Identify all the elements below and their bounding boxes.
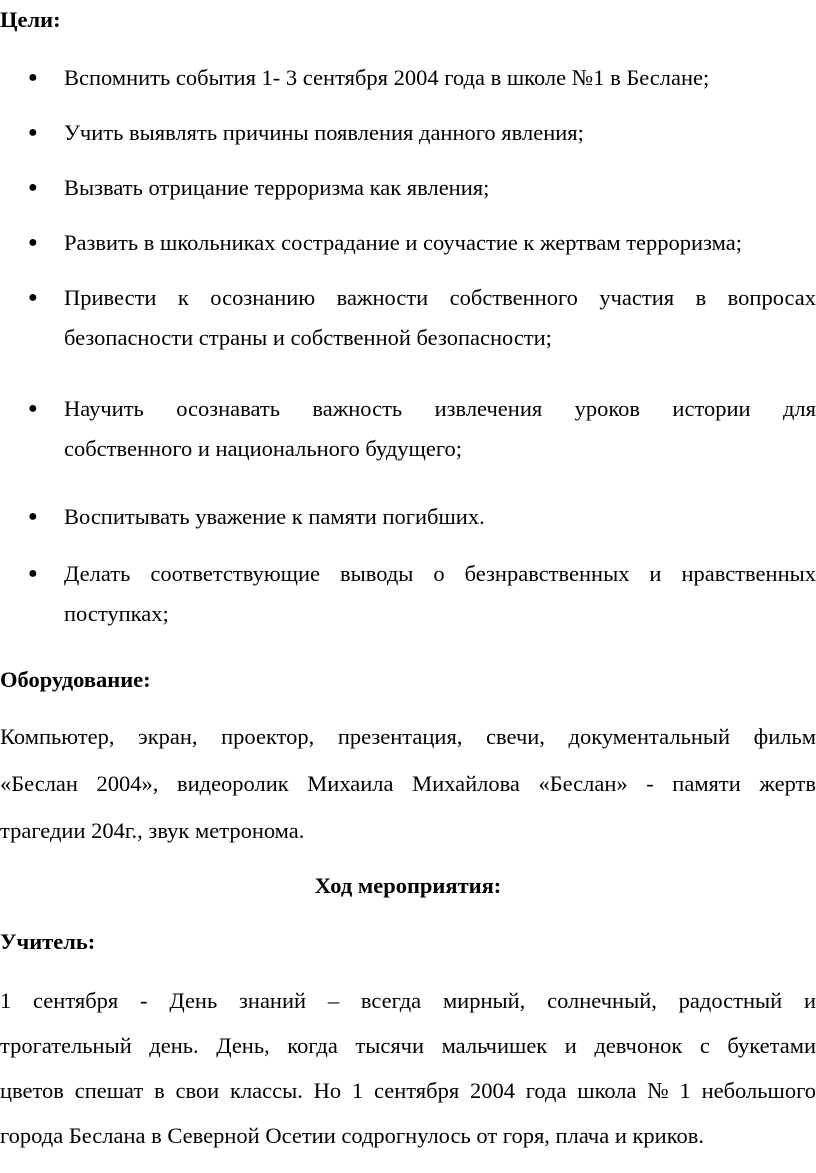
equipment-line: трагедии 204г., звук метронома. bbox=[0, 818, 305, 843]
goal-item-line: собственного и национального будущего; bbox=[64, 436, 463, 461]
goal-item-line: Привести к осознанию важности собственного участия в вопросах bbox=[64, 285, 816, 310]
goal-item-line: Развить в школьниках сострадание и соучастие к жертвам терроризма; bbox=[64, 230, 742, 255]
teacher-paragraph bbox=[0, 981, 816, 1156]
goals-heading: Цели: bbox=[0, 7, 61, 32]
event-heading: Ход мероприятия: bbox=[314, 873, 502, 898]
teacher-line: 1 сентября - День знаний – всегда мирный, солнечный, радостный и bbox=[0, 988, 816, 1013]
equipment-paragraph bbox=[0, 717, 816, 851]
teacher-heading: Учитель: bbox=[0, 929, 96, 954]
equipment-line: Компьютер, экран, проектор, презентация, свечи, документальный фильм bbox=[0, 724, 816, 749]
goal-item-line: поступках; bbox=[64, 601, 169, 626]
teacher-line: трогательный день. День, когда тысячи мальчишек и девчонок с букетами bbox=[0, 1033, 816, 1058]
bullet-dot-icon: ● bbox=[28, 565, 38, 582]
goal-item-line: Воспитывать уважение к памяти погибших. bbox=[64, 504, 485, 529]
bullet-dot-icon: ● bbox=[28, 69, 38, 86]
equipment-line: «Беслан 2004», видеоролик Михаила Михайлова «Беслан» - памяти жертв bbox=[0, 771, 816, 796]
bullet-dot-icon: ● bbox=[28, 179, 38, 196]
goal-item-line: Делать соответствующие выводы о безнравственных и нравственных bbox=[64, 561, 816, 586]
goal-item-line: безопасности страны и собственной безопасности; bbox=[64, 325, 552, 350]
bullet-dot-icon: ● bbox=[28, 508, 38, 525]
bullet-dot-icon: ● bbox=[28, 400, 38, 417]
bullet-dot-icon: ● bbox=[28, 124, 38, 141]
teacher-line: цветов спешат в свои классы. Но 1 сентября 2004 года школа № 1 небольшого bbox=[0, 1078, 816, 1103]
goal-item-line: Научить осознавать важность извлечения уроков истории для bbox=[64, 396, 816, 421]
goal-item-line: Вспомнить события 1- 3 сентября 2004 года в школе №1 в Беслане; bbox=[64, 65, 710, 90]
goal-item-line: Учить выявлять причины появления данного явления; bbox=[64, 120, 584, 145]
goal-item-line: Вызвать отрицание терроризма как явления; bbox=[64, 175, 490, 200]
teacher-line: города Беслана в Северной Осетии содрогнулось от горя, плача и криков. bbox=[0, 1123, 705, 1148]
equipment-heading: Оборудование: bbox=[0, 667, 151, 692]
bullet-dot-icon: ● bbox=[28, 234, 38, 251]
bullet-dot-icon: ● bbox=[28, 289, 38, 306]
